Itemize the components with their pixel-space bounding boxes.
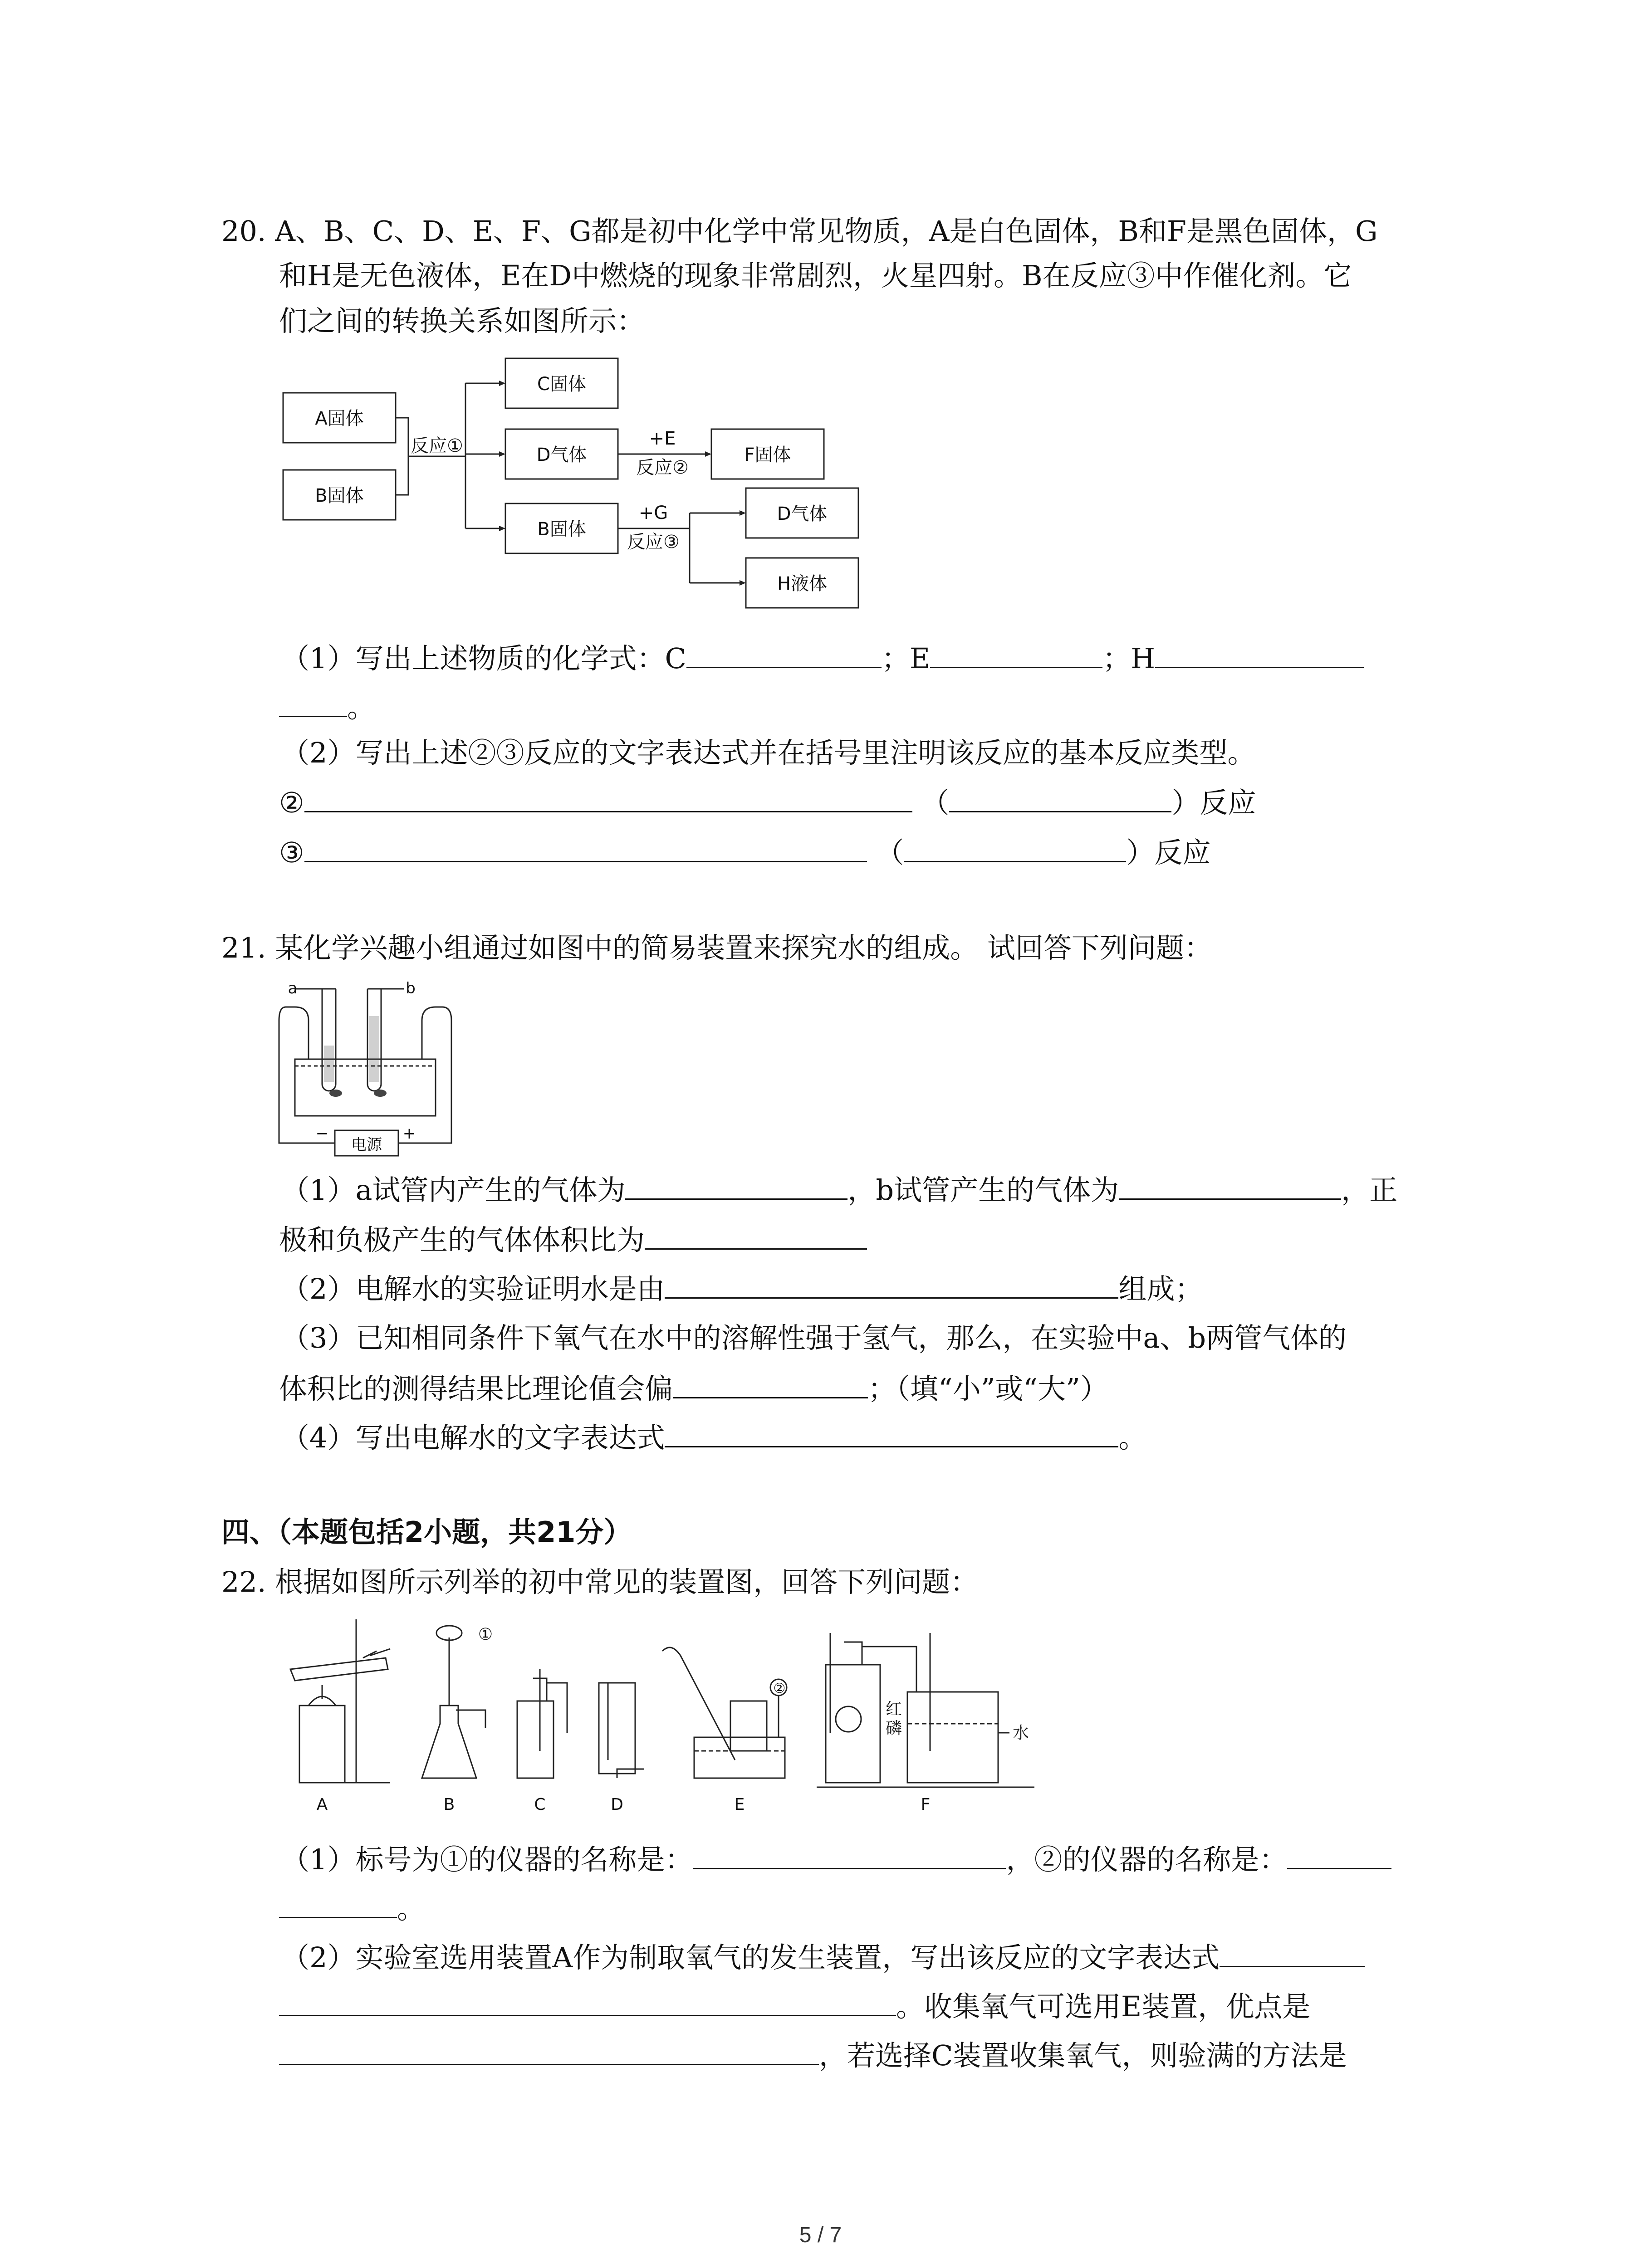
q21-part1	[281, 1171, 1397, 1208]
apparatus-c-label: C	[534, 1795, 546, 1814]
q21-part2	[281, 1270, 1203, 1307]
reaction2-paren-close: ）反应	[1171, 786, 1256, 819]
answer-blank-oxygen-equation[interactable]	[1220, 1939, 1365, 1967]
q21-part4-a: （4）写出电解水的文字表达式	[281, 1421, 665, 1454]
q20-part1-end: 。	[347, 691, 376, 724]
b-solid-box-2: B固体	[537, 519, 586, 540]
q20-part1-h: ；H	[1102, 642, 1156, 675]
negative-terminal-label: −	[315, 1124, 329, 1143]
instrument-1-mark: ①	[478, 1625, 493, 1644]
instrument-2-mark: ②	[773, 1681, 786, 1696]
q21-intro: 21. 某化学兴趣小组通过如图中的简易装置来探究水的组成。 试回答下列问题：	[221, 931, 1213, 964]
apparatus-b-label: B	[443, 1795, 455, 1814]
electrolysis-apparatus	[277, 971, 458, 1161]
q20-part1-cont	[279, 689, 375, 726]
reaction3-paren-close: ）反应	[1126, 836, 1211, 869]
q21-part1-a: （1）a试管内产生的气体为	[281, 1173, 626, 1207]
reaction3-label: 反应③	[627, 532, 680, 552]
c-solid-box: C固体	[537, 374, 586, 395]
q22-part1-end: 。	[397, 1892, 426, 1925]
answer-blank-instrument-2-cont[interactable]	[279, 1890, 397, 1918]
q22-part2-line3	[279, 2037, 1347, 2074]
apparatus-d-label: D	[611, 1795, 623, 1814]
apparatus-a-label: A	[316, 1795, 328, 1814]
apparatus-e-label: E	[734, 1795, 745, 1814]
q21-part4-end: 。	[1118, 1421, 1147, 1454]
q21-part1-b: ，b试管产生的气体为	[847, 1173, 1119, 1207]
answer-blank-volume-ratio[interactable]	[645, 1221, 867, 1250]
answer-blank-instrument-1[interactable]	[693, 1841, 1006, 1869]
q22-part1-a: （1）标号为①的仪器的名称是：	[281, 1843, 693, 1876]
q22-intro: 22. 根据如图所示列举的初中常见的装置图，回答下列问题：	[221, 1565, 979, 1598]
answer-blank-instrument-2[interactable]	[1287, 1841, 1391, 1869]
b-solid-box: B固体	[315, 485, 364, 506]
q22-part2-line2-text: 。收集氧气可选用E装置，优点是	[896, 1990, 1311, 2023]
q21-part2-a: （2）电解水的实验证明水是由	[281, 1272, 665, 1305]
answer-blank-h[interactable]	[1155, 640, 1364, 668]
q21-part1-tail: ，正	[1341, 1173, 1398, 1207]
q21-part4	[281, 1419, 1146, 1456]
reaction1-label: 反应①	[411, 435, 463, 456]
q22-part2-line1	[281, 1939, 1365, 1976]
q22-part1	[281, 1841, 1391, 1878]
answer-blank-reaction3-type[interactable]	[904, 834, 1126, 862]
answer-blank-reaction2-type[interactable]	[949, 784, 1171, 812]
h-liquid-box: H液体	[777, 573, 828, 594]
reaction2-paren-open: （	[921, 786, 950, 819]
q21-part3-line2a: 体积比的测得结果比理论值会偏	[279, 1372, 673, 1405]
q22-part2-line1-text: （2）实验室选用装置A作为制取氧气的发生装置，写出该反应的文字表达式	[281, 1941, 1220, 1974]
page-number: 5 / 7	[799, 2223, 842, 2247]
answer-blank-e-advantage[interactable]	[279, 2037, 819, 2065]
f-solid-box: F固体	[744, 445, 791, 465]
d-gas-box-2: D气体	[777, 503, 828, 524]
q20-intro-line2: 和H是无色液体，E在D中燃烧的现象非常剧烈，火星四射。B在反应③中作催化剂。它	[279, 259, 1352, 292]
answer-blank-electrolysis-equation[interactable]	[665, 1419, 1118, 1447]
q20-part1-e: ；E	[881, 642, 931, 675]
apparatus-f-label: F	[921, 1795, 931, 1814]
q21-part1-line2	[279, 1221, 867, 1258]
answer-blank-reaction2[interactable]	[304, 784, 912, 812]
answer-blank-deviation[interactable]	[673, 1370, 868, 1398]
phosphorus-label: 磷	[885, 1719, 902, 1738]
q22-part1-cont	[279, 1890, 425, 1927]
reaction3-paren-open: （	[876, 836, 904, 869]
answer-blank-oxygen-equation-cont[interactable]	[279, 1988, 896, 2016]
q20-row2	[279, 784, 1256, 821]
power-supply-label: 电源	[351, 1136, 382, 1154]
q20-intro-line1: 20. A、B、C、D、E、F、G都是初中化学中常见物质，A是白色固体，B和F是黑色固体，G	[221, 215, 1378, 248]
d-gas-box: D气体	[536, 445, 587, 465]
answer-blank-tube-a-gas[interactable]	[625, 1171, 847, 1200]
tube-a-label: a	[288, 979, 298, 997]
answer-blank-h-cont[interactable]	[279, 689, 347, 717]
q20-part1-label: （1）写出上述物质的化学式：C	[281, 642, 686, 675]
red-label: 红	[885, 1700, 902, 1719]
q22-part1-b: ，②的仪器的名称是：	[1006, 1843, 1288, 1876]
reaction2-mark: ②	[279, 786, 304, 819]
answer-blank-e[interactable]	[930, 640, 1102, 668]
q21-part3-line1: （3）已知相同条件下氧气在水中的溶解性强于氢气，那么，在实验中a、b两管气体的	[281, 1321, 1347, 1354]
q22-part2-line2	[279, 1988, 1310, 2025]
q21-part3-line2b: ；（填“小”或“大”）	[868, 1372, 1108, 1405]
tube-b-label: b	[406, 979, 416, 997]
answer-blank-c[interactable]	[686, 640, 882, 668]
answer-blank-water-composition[interactable]	[665, 1270, 1118, 1299]
reaction3-mark: ③	[279, 836, 304, 869]
answer-blank-tube-b-gas[interactable]	[1119, 1171, 1341, 1200]
plus-g-label: +G	[638, 503, 668, 523]
section-4-title: 四、（本题包括2小题，共21分）	[221, 1515, 632, 1549]
q20-part1	[281, 640, 1364, 677]
plus-e-label: +E	[649, 428, 676, 449]
reaction2-label: 反应②	[636, 457, 689, 478]
q22-part2-line3-text: ，若选择C装置收集氧气，则验满的方法是	[819, 2039, 1347, 2072]
answer-blank-reaction3[interactable]	[304, 834, 867, 862]
q21-part1-line2-text: 极和负极产生的气体体积比为	[279, 1223, 645, 1256]
a-solid-box: A固体	[315, 408, 364, 429]
q20-reaction-diagram	[272, 349, 871, 621]
q20-part2-label: （2）写出上述②③反应的文字表达式并在括号里注明该反应的基本反应类型。	[281, 736, 1256, 769]
water-label: 水	[1012, 1724, 1029, 1742]
lab-apparatus-diagram	[272, 1615, 1043, 1823]
q21-part2-b: 组成；	[1118, 1272, 1203, 1305]
positive-terminal-label: +	[402, 1124, 416, 1143]
q20-intro-line3: 们之间的转换关系如图所示：	[279, 304, 645, 337]
q21-part3-line2	[279, 1370, 1108, 1407]
q20-row3	[279, 834, 1210, 871]
